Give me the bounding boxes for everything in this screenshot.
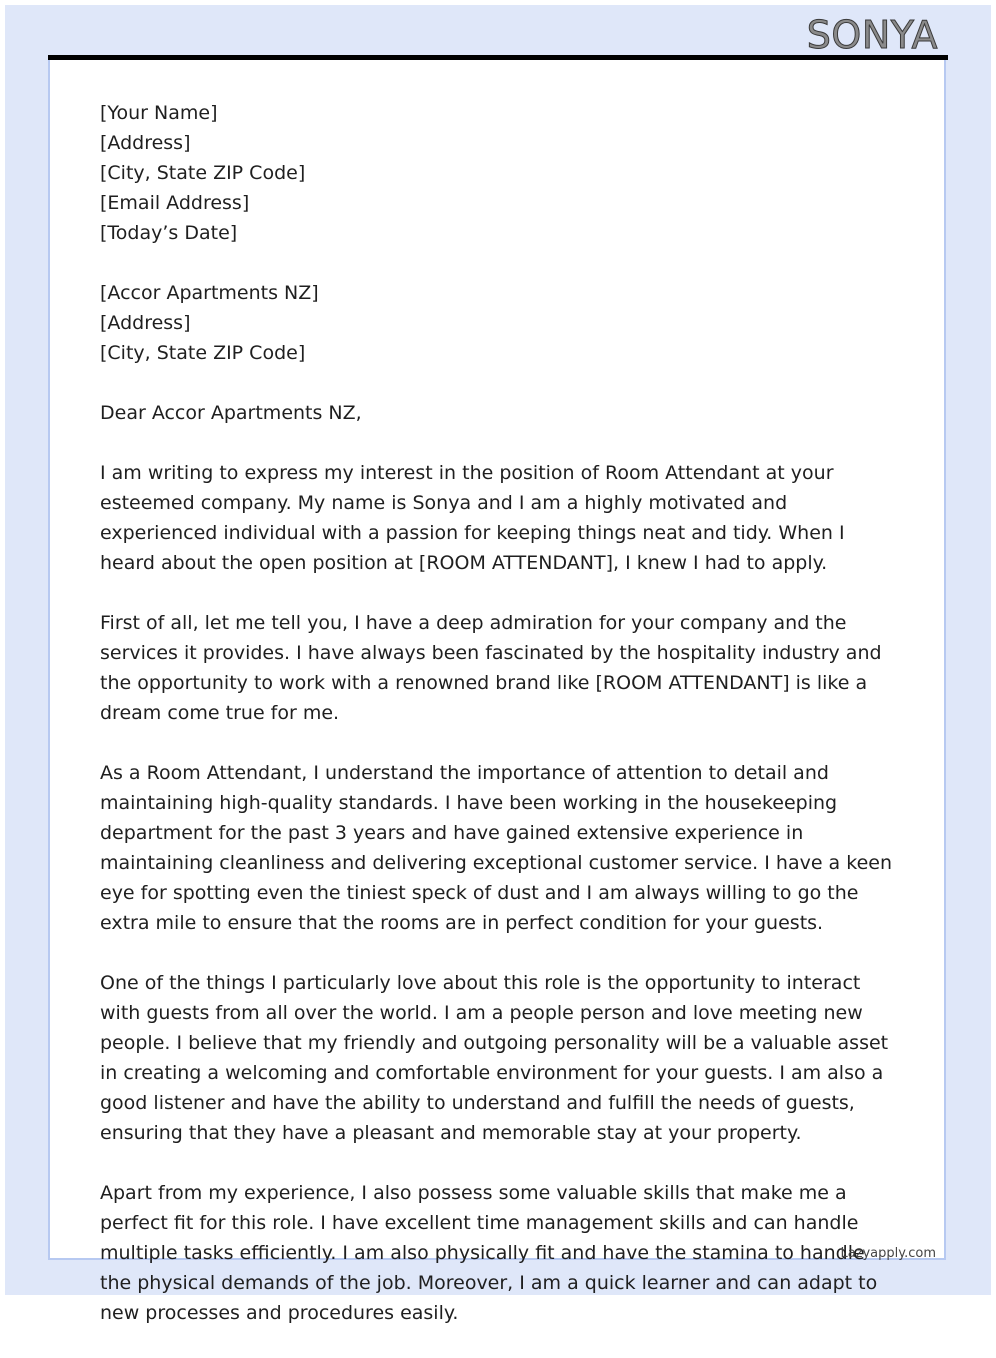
recipient-company: [Accor Apartments NZ]	[100, 282, 319, 304]
watermark-link[interactable]: Lazyapply.com	[840, 1246, 936, 1261]
letter-date: [Today’s Date]	[100, 222, 238, 244]
sender-address	[100, 98, 900, 248]
sender-city: [City, State ZIP Code]	[100, 162, 306, 184]
body-paragraph: Apart from my experience, I also possess some valuable skills that make me a perfect fit for this role. I have excellent time management skills and can handle multiple tasks efficiently. I am also physically fit and have the stamina to handle the physical demands of the job. Moreover, I am a quick learner and can adapt to new processes and procedures easily.	[100, 1182, 878, 1324]
brand-name: SONYA	[806, 13, 938, 57]
cover-letter	[100, 98, 900, 1358]
body-paragraph: As a Room Attendant, I understand the importance of attention to detail and maintaining high-quality standards. I have been working in the housekeeping department for the past 3 years and have gained extensive experience in maintaining cleanliness and delivering exceptional customer service. I have a keen eye for spotting even the tiniest speck of dust and I am always willing to go the extra mile to ensure that the rooms are in perfect condition for your guests.	[100, 762, 892, 934]
body-paragraph: First of all, let me tell you, I have a deep admiration for your company and the services it provides. I have always been fascinated by the hospitality industry and the opportunity to work with a renowned brand like [ROOM ATTENDANT] is like a dream come true for me.	[100, 612, 882, 724]
salutation: Dear Accor Apartments NZ,	[100, 402, 362, 424]
sender-street: [Address]	[100, 132, 191, 154]
body-paragraph: One of the things I particularly love about this role is the opportunity to interact with guests from all over the world. I am a people person and love meeting new people. I believe that my friendly and outgoing personality will be a valuable asset in creating a welcoming and comfortable environment for your guests. I am also a good listener and have the ability to understand and fulfill the needs of guests, ensuring that they have a pleasant and memorable stay at your property.	[100, 972, 889, 1144]
sender-email: [Email Address]	[100, 192, 250, 214]
sender-name: [Your Name]	[100, 102, 218, 124]
recipient-address	[100, 278, 900, 368]
recipient-city: [City, State ZIP Code]	[100, 342, 306, 364]
body-paragraph: I am writing to express my interest in the position of Room Attendant at your esteemed company. My name is Sonya and I am a highly motivated and experienced individual with a passion for keeping things neat and tidy. When I heard about the open position at [ROOM ATTENDANT], I knew I had to apply.	[100, 462, 845, 574]
recipient-street: [Address]	[100, 312, 191, 334]
